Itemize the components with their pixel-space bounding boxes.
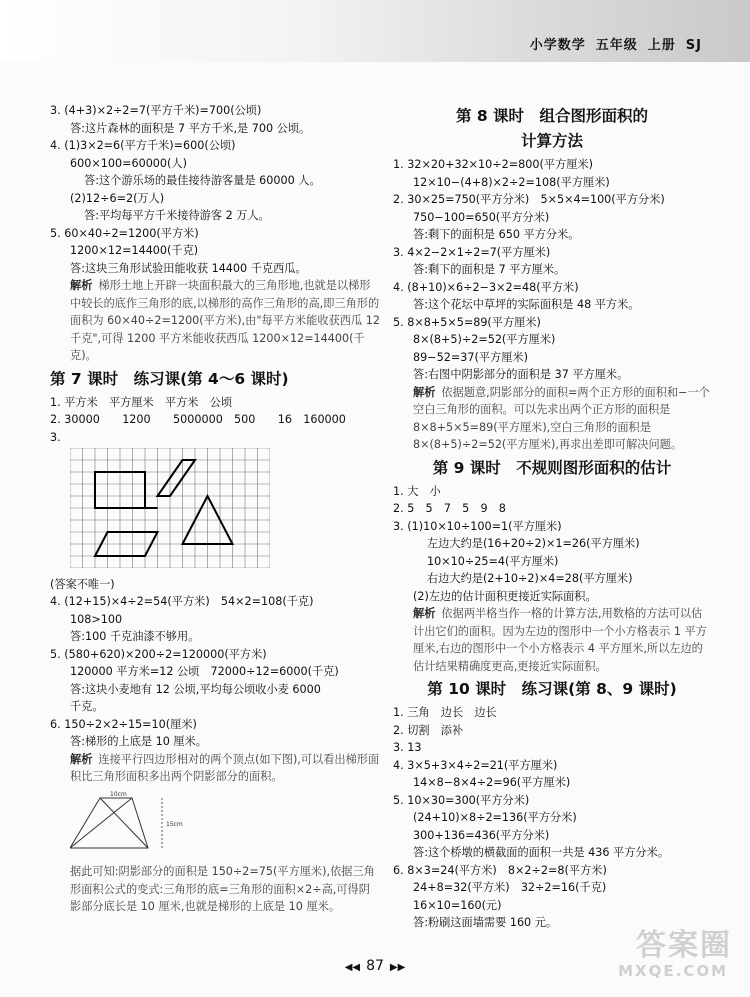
answer-line: 答:剩下的面积是 650 平方分米。: [413, 228, 580, 241]
header-grade: 五年级: [595, 38, 638, 53]
answer-line: 3. 13: [393, 741, 422, 754]
answer-line: 答:右图中阴影部分的面积是 37 平方厘米。: [413, 368, 629, 381]
answer-line: 5. 60×40÷2=1200(平方米): [50, 226, 199, 240]
answer-line: 答:这个游乐场的最佳接待游客量是 60000 人。: [84, 174, 321, 187]
figure-label-side: 15cm: [166, 820, 183, 828]
answer-line: 千克。: [70, 700, 104, 713]
answer-line: 750−100=650(平方分米): [413, 210, 550, 224]
grid-figure: [70, 448, 270, 568]
answer-line: 答:这个花坛中草坪的实际面积是 48 平方米。: [413, 298, 640, 311]
answer-line: 1. 32×20+32×10÷2=800(平方厘米): [393, 158, 593, 171]
answer-line: 6. 8×3=24(平方米) 8×2÷2=8(平方米): [393, 863, 607, 877]
answer-line: 3. (1)10×10÷100=1(平方厘米): [393, 519, 562, 533]
header-volume: 上册: [647, 38, 676, 53]
answer-line: 右边大约是(2+10÷2)×4=28(平方厘米): [427, 572, 633, 585]
answer-line: 答:这块小麦地有 12 公顷,平均每公顷收小麦 6000: [70, 682, 321, 696]
header-edition: SJ: [685, 38, 702, 53]
analysis-tag: 解析: [70, 279, 93, 292]
answer-line: 108>100: [70, 612, 123, 626]
analysis-tag: 解析: [413, 385, 436, 399]
section-title-lesson-8: 第 8 课时 组合图形面积的: [455, 107, 649, 125]
analysis-block: [393, 384, 711, 454]
watermark-logo: 答案圈: [636, 928, 732, 963]
answer-line: 2. 30×25=750(平方分米) 5×5×4=100(平方分米): [393, 193, 665, 206]
answer-line: 5. 10×30=300(平方分米): [393, 793, 530, 807]
header-subject: 小学数学: [529, 38, 586, 53]
answer-line: (24+10)×8÷2=136(平方分米): [413, 811, 577, 824]
answer-line: (2)左边的估计面积更接近实际面积。: [413, 589, 597, 603]
answer-line: 答:平均每平方千米接待游客 2 万人。: [84, 209, 270, 222]
answer-line: 2. 5 5 7 5 9 8: [393, 502, 506, 515]
answer-line: 3. (4+3)×2÷2=7(平方千米)=700(公顷): [50, 104, 262, 117]
analysis-block: [50, 277, 380, 365]
answer-line: 6. 150÷2×2÷15=10(厘米): [50, 717, 197, 731]
trapezoid-figure: [70, 790, 380, 860]
prev-arrows-icon: ◀◀: [344, 962, 361, 973]
section-title-lesson-10: 第 10 课时 练习课(第 8、9 课时): [427, 680, 677, 698]
analysis-text: 连接平行四边形相对的两个顶点(如下图),可以看出梯形面积比三角形面积多出两个阴影部分的面积。: [70, 752, 380, 783]
answer-line: 4. (8+10)×6÷2−3×2=48(平方米): [393, 280, 579, 294]
answer-line: 5. (580+620)×200÷2=120000(平方米): [50, 647, 267, 661]
answer-line: 14×8−8×4÷2=96(平方厘米): [413, 776, 571, 789]
answer-note: (答案不唯一): [50, 577, 115, 591]
answer-line: 答:这个桥墩的横截面的面积一共是 436 平方分米。: [413, 846, 669, 859]
grid-drawing: [70, 448, 380, 574]
answer-line: 答:100 千克油漆不够用。: [70, 630, 200, 643]
right-column: [393, 102, 711, 932]
trapezoid-diagram: [70, 790, 190, 854]
analysis-text: 依据题意,阴影部分的面积=两个正方形的面积和−一个空白三角形的面积。可以先求出两个正方形的面积是 8×8+5×5=89(平方厘米),空白三角形的面积是 8×(8+5)÷2=52(平方厘米),再求出差即可解决问题。: [413, 385, 710, 451]
analysis-text: 依据两半格当作一格的计算方法,用数格的方法可以估计出它们的面积。因为左边的图形中一个小方格表示 1 平方厘米,右边的图形中一个小方格表示 4 平方厘米,所以左边的估计结果精确度更高,更接近实际面积。: [413, 607, 707, 673]
next-arrows-icon: ▶▶: [389, 962, 406, 973]
analysis-tag: 解析: [413, 607, 436, 620]
answer-line: 3. 4×2−2×1÷2=7(平方厘米): [393, 245, 551, 259]
answer-line: 答:剩下的面积是 7 平方厘米。: [413, 263, 566, 276]
answer-line: 4. (1)3×2=6(平方千米)=600(公顷): [50, 139, 236, 152]
answer-line: 16×10=160(元): [413, 898, 502, 912]
left-column: [50, 102, 380, 916]
analysis-text: 梯形土地上开辟一块面积最大的三角形地,也就是以梯形中较长的底作三角形的底,以梯形的高作三角形的高,即三角形的面积为 60×40÷2=1200(平方米),由"每平方米能收获西瓜 12 千克",可得 1200 平方米能收获西瓜 1200×12=14400(千克)。: [70, 279, 380, 362]
answer-line: 120000 平方米=12 公顷 72000÷12=6000(千克): [70, 665, 339, 678]
analysis-text: 据此可知:阴影部分的面积是 150÷2=75(平方厘米),依据三角形面积公式的变式:三角形的底=三角形的面积×2÷高,可得阴影部分底长是 10 厘米,也就是梯形的上底是 10 厘米。: [70, 865, 375, 913]
answer-line: 1. 平方米 平方厘米 平方米 公顷: [50, 395, 233, 409]
answer-line: 24+8=32(平方米) 32÷2=16(千克): [413, 881, 607, 894]
answer-line: 10×10÷25=4(平方厘米): [427, 554, 559, 568]
figure-label-top: 10cm: [110, 790, 127, 798]
answer-line: 300+136=436(平方分米): [413, 828, 550, 842]
answer-line: 2. 切割 添补: [393, 723, 464, 737]
answer-line: 89−52=37(平方厘米): [413, 350, 528, 364]
section-title-lesson-7: 第 7 课时 练习课(第 4～6 课时): [50, 369, 289, 388]
answer-line: 答:梯形的上底是 10 厘米。: [70, 735, 207, 748]
analysis-block: [50, 751, 380, 786]
answer-line: 12×10−(4+8)×2÷2=108(平方厘米): [413, 175, 610, 189]
answer-line: 2. 30000 1200 5000000 500 16 160000: [50, 413, 346, 426]
watermark-site: MXQE.COM: [618, 962, 728, 980]
answer-line: 3.: [50, 430, 61, 444]
page-number: 87: [366, 958, 384, 974]
answer-line: 600×100=60000(人): [70, 156, 187, 170]
answer-line: 1. 三角 边长 边长: [393, 706, 497, 719]
answer-line: 4. (12+15)×4÷2=54(平方米) 54×2=108(千克): [50, 595, 314, 608]
answer-line: 4. 3×5+3×4÷2=21(平方厘米): [393, 758, 558, 772]
answer-line: 答:这块三角形试验田能收获 14400 千克西瓜。: [70, 261, 307, 275]
answer-line: 1200×12=14400(千克): [70, 244, 199, 257]
analysis-block: [393, 605, 711, 675]
answer-line: (2)12÷6=2(万人): [70, 191, 165, 205]
answer-line: 答:这片森林的面积是 7 平方千米,是 700 公顷。: [70, 121, 311, 135]
answer-line: 5. 8×8+5×5=89(平方厘米): [393, 315, 541, 329]
analysis-tag: 解析: [70, 752, 93, 766]
section-title-lesson-8-cont: 计算方法: [520, 132, 583, 150]
answer-line: 答:粉刷这面墙需要 160 元。: [413, 916, 558, 929]
answer-line: 8×(8+5)÷2=52(平方厘米): [413, 333, 556, 346]
answer-line: 1. 大 小: [393, 484, 441, 498]
page-header: [520, 34, 702, 53]
section-title-lesson-9: 第 9 课时 不规则图形面积的估计: [432, 458, 672, 477]
answer-line: 左边大约是(16+20÷2)×1=26(平方厘米): [427, 537, 640, 550]
